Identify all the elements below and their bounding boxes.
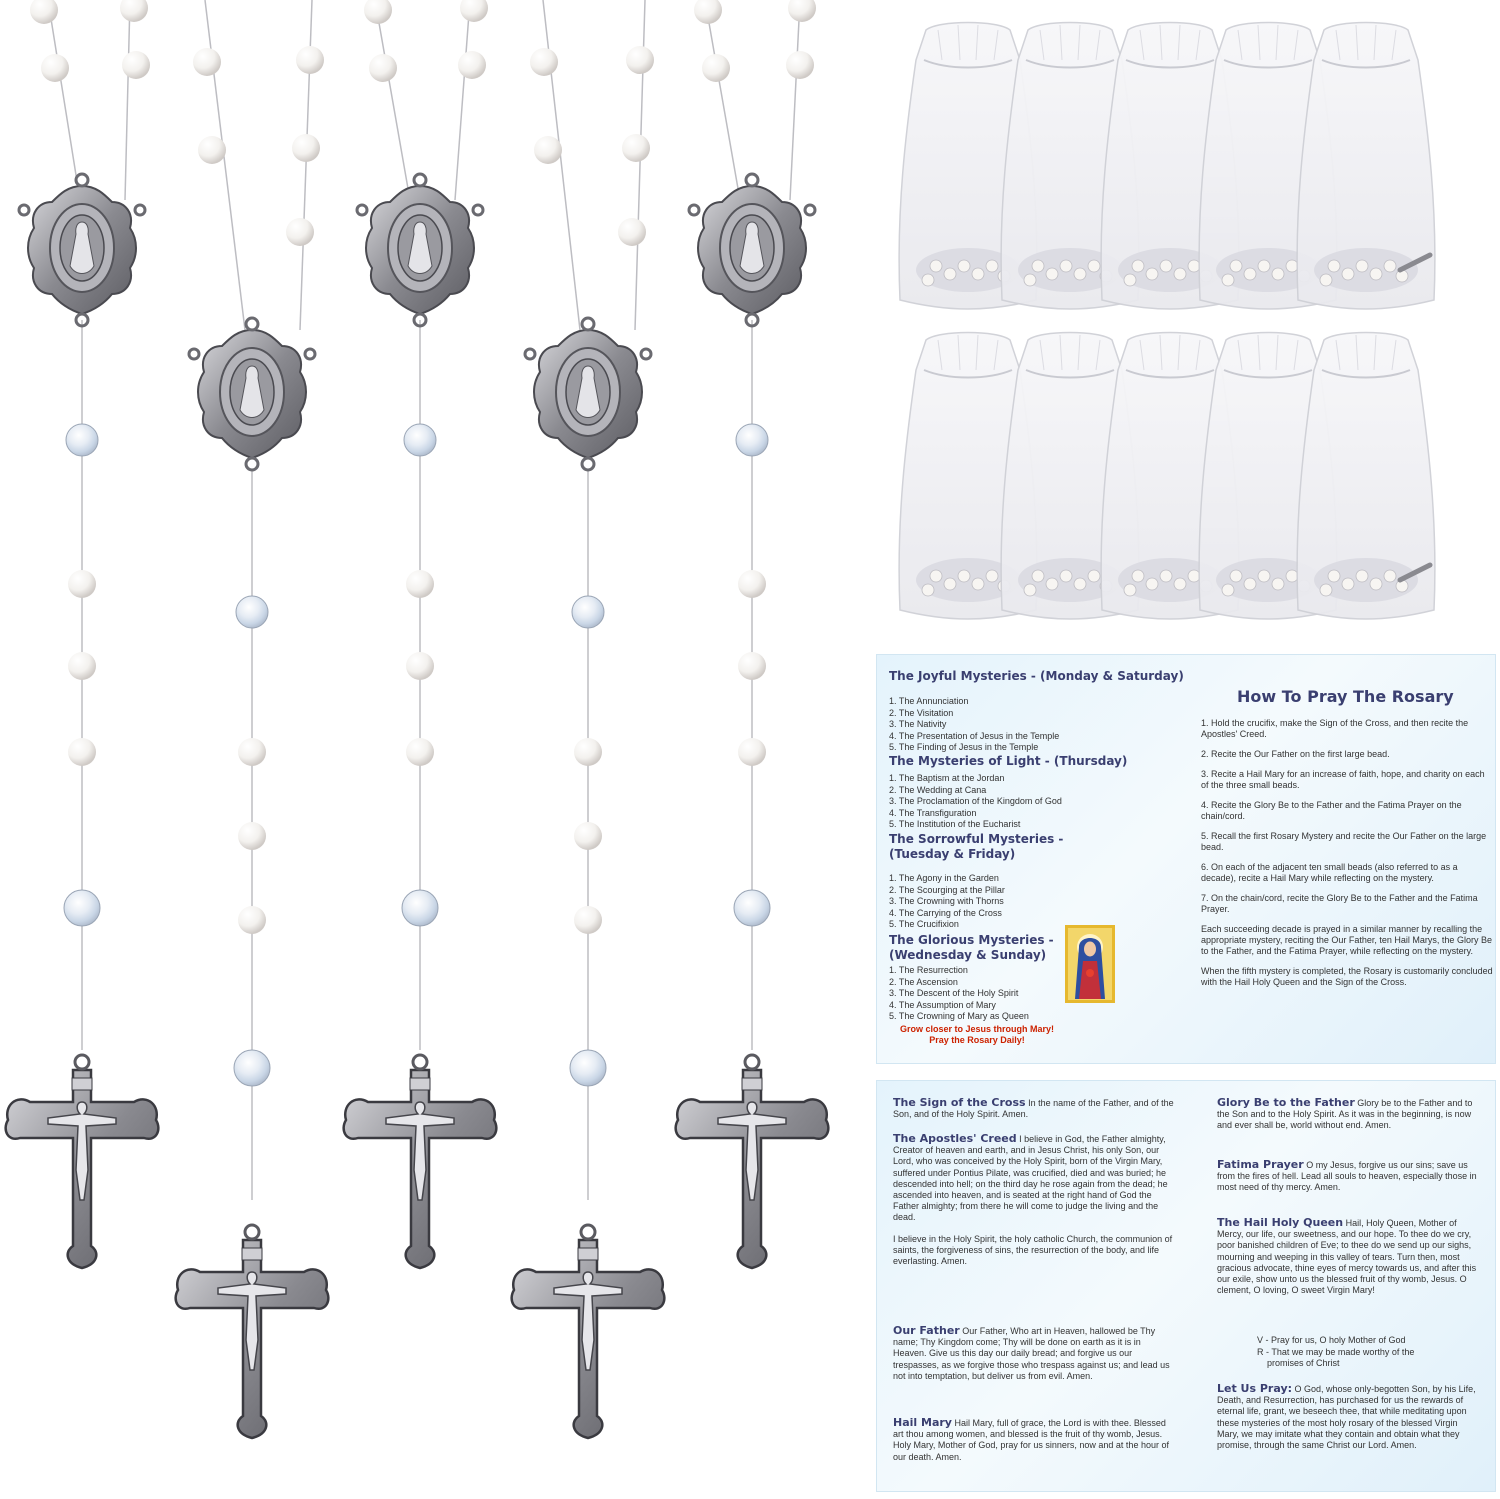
list-item: 5. The Crowning of Mary as Queen — [889, 1011, 1029, 1022]
hail-mary — [893, 1417, 1175, 1463]
list-item: 4. The Presentation of Jesus in the Temple — [889, 730, 1060, 741]
rosary-1 — [6, 0, 159, 1268]
list-item: 4. The Carrying of the Cross — [889, 907, 1002, 918]
rosary-3 — [344, 0, 497, 1268]
list-item: 3. The Proclamation of the Kingdom of God — [889, 796, 1062, 807]
glorious-list — [889, 965, 1029, 1023]
glory-be — [1217, 1097, 1479, 1132]
list-item: 3. The Crowning with Thorns — [889, 896, 1004, 907]
rosary-2 — [176, 0, 329, 1438]
prayer-text: Hail, Holy Queen, Mother of Mercy, our life, our sweetness, and our hope. To thee do we cry, poor banished children of Eve; to thee do we send up our sighs, mourning and weeping in this valley of tears. Turn then, most gracious advocate, thine eyes of mercy towards us, and after this our exile, show unto us the blessed fruit of thy womb, Jesus. O clement, O loving, O sweet Virgin Mary! — [1217, 1218, 1477, 1296]
prayer-text: I believe in God, the Father almighty, Creator of heaven and earth, and in Jesus Christ, his only Son, our Lord, who was conceived by the Holy Spirit, born of the Virgin Mary, suffered under Pontius Pilate, was crucified, died and was buried; he descended into hell; on the third day he rose again from the dead; he ascended into heaven, and is seated at the right hand of God the Father almighty; from there he will come to judge the living and the dead. — [893, 1134, 1168, 1223]
glorious-title-1: The Glorious Mysteries - — [889, 933, 1054, 947]
prayer-text: I believe in the Holy Spirit, the holy catholic Church, the communion of saints, the forgiveness of sins, the resurrection of the body, and life everlasting. Amen. — [893, 1233, 1173, 1267]
list-item: 2. The Ascension — [889, 976, 958, 987]
list-item: 1. The Resurrection — [889, 965, 968, 975]
prayer-title: The Sign of the Cross — [893, 1096, 1026, 1109]
response-line: promises of Christ — [1267, 1358, 1340, 1368]
joyful-list — [889, 696, 1059, 754]
prayer-text: O God, whose only-begotten Son, by his Life, Death, and Resurrection, has purchased for us the rewards of eternal life, grant, we beseech thee, that while meditating upon these mysteries of the most holy rosary of the blessed Virgin Mary, we may imitate what they contain and obtain what they promise, through the same Christ our Lord. Amen. — [1217, 1384, 1476, 1451]
list-item: 1. The Annunciation — [889, 696, 969, 706]
step-text: 4. Recite the Glory Be to the Father and the Fatima Prayer on the chain/cord. — [1201, 800, 1462, 821]
prayer-title: Glory Be to the Father — [1217, 1096, 1355, 1109]
list-item: 5. The Finding of Jesus in the Temple — [889, 742, 1039, 753]
prayer-title: Our Father — [893, 1324, 960, 1337]
list-item: 5. The Crucifixion — [889, 919, 959, 930]
joyful-title: The Joyful Mysteries - (Monday & Saturday) — [889, 669, 1184, 683]
step-text: 2. Recite the Our Father on the first large bead. — [1201, 749, 1390, 759]
prayer-text: In the name of the Father, and of the Son, and of the Holy Spirit. Amen. — [893, 1098, 1174, 1120]
prayer-text: Our Father, Who art in Heaven, hallowed be Thy name; Thy Kingdom come; Thy will be done on earth as it is in Heaven. Give us this day our daily bread; and forgive us our trespasses, as we forgive those who trespass against us; and lead us not into temptation, but deliver us from evil. Amen. — [893, 1326, 1170, 1381]
list-item: 1. The Baptism at the Jordan — [889, 773, 1005, 783]
sorrowful-title-1: The Sorrowful Mysteries - — [889, 832, 1064, 846]
list-item: 1. The Agony in the Garden — [889, 873, 999, 883]
sorrowful-title-2: (Tuesday & Friday) — [889, 847, 1016, 861]
prayers-card — [876, 1080, 1496, 1492]
list-item: 3. The Nativity — [889, 719, 947, 730]
hail-holy-queen — [1217, 1217, 1479, 1296]
list-item: 2. The Wedding at Cana — [889, 784, 987, 795]
bags-row-top — [899, 23, 1435, 310]
versicle-line: V - Pray for us, O holy Mother of God — [1257, 1335, 1406, 1345]
prayer-text: Hail Mary, full of grace, the Lord is with thee. Blessed art thou among women, and blessed is the fruit of thy womb, Jesus. Holy Mary, Mother of God, pray for us sinners, now and at the hour of our death. Amen. — [893, 1418, 1169, 1462]
step-text: 6. On each of the adjacent ten small beads (also referred to as a decade), recite a Hail Mary while reflecting on the mystery. — [1201, 862, 1458, 883]
prayer-title: Fatima Prayer — [1217, 1158, 1304, 1171]
step-text: 7. On the chain/cord, recite the Glory Be to the Father and the Fatima Prayer. — [1201, 893, 1478, 914]
list-item: 4. The Assumption of Mary — [889, 999, 996, 1010]
list-item: 4. The Transfiguration — [889, 807, 977, 818]
rosary-4 — [512, 0, 665, 1438]
let-us-pray — [1217, 1383, 1479, 1451]
rosary-5 — [676, 0, 829, 1268]
grow-closer-text: Grow closer to Jesus through Mary! Pray the Rosary Daily! — [899, 1024, 1055, 1045]
versicle-response — [1257, 1335, 1414, 1370]
prayer-title: The Hail Holy Queen — [1217, 1216, 1344, 1229]
glorious-title-2: (Wednesday & Sunday) — [889, 948, 1047, 962]
organza-bags-group — [870, 0, 1500, 640]
list-item: 5. The Institution of the Eucharist — [889, 819, 1021, 830]
sign-of-cross — [893, 1097, 1175, 1120]
prayer-text: O my Jesus, forgive us our sins; save us from the fires of hell. Lead all souls to heaven, especially those in most need of thy mercy. Amen. — [1217, 1160, 1477, 1193]
apostles-creed — [893, 1133, 1175, 1267]
rosary-steps — [1201, 718, 1493, 997]
step-text: 3. Recite a Hail Mary for an increase of faith, hope, and charity on each of the three small beads. — [1201, 769, 1485, 790]
mysteries-card — [876, 654, 1496, 1064]
our-father — [893, 1325, 1175, 1382]
light-list — [889, 773, 1062, 831]
step-text: 5. Recall the first Rosary Mystery and recite the Our Father on the large bead. — [1201, 831, 1487, 852]
step-text: When the fifth mystery is completed, the Rosary is customarily concluded with the Hail Holy Queen and the Sign of the Cross. — [1201, 966, 1493, 987]
list-item: 2. The Visitation — [889, 707, 954, 718]
prayer-title: Let Us Pray: — [1217, 1382, 1293, 1395]
prayer-text: Glory be to the Father and to the Son and to the Holy Spirit. As it was in the beginning, is now and ever shall be, world without end. Amen. — [1217, 1098, 1473, 1131]
list-item: 3. The Descent of the Holy Spirit — [889, 988, 1019, 999]
fatima-prayer — [1217, 1159, 1479, 1194]
step-text: Each succeeding decade is prayed in a similar manner by recalling the appropriate mystery, reciting the Our Father, ten Hail Marys, the Glory Be to the Father, and the Fatima Prayer, while reflecting on the mystery. — [1201, 924, 1492, 956]
bags-row-bottom — [899, 333, 1435, 620]
list-item: 2. The Scourging at the Pillar — [889, 884, 1005, 895]
prayer-title: The Apostles' Creed — [893, 1132, 1017, 1145]
light-title: The Mysteries of Light - (Thursday) — [889, 754, 1128, 768]
response-line: R - That we may be made worthy of the — [1257, 1346, 1415, 1357]
how-to-pray-title: How To Pray The Rosary — [1237, 687, 1454, 706]
step-text: 1. Hold the crucifix, make the Sign of the Cross, and then recite the Apostles' Creed. — [1201, 718, 1469, 739]
virgin-mary-image — [1065, 925, 1115, 1003]
sorrowful-list — [889, 873, 1005, 931]
prayer-title: Hail Mary — [893, 1416, 952, 1429]
